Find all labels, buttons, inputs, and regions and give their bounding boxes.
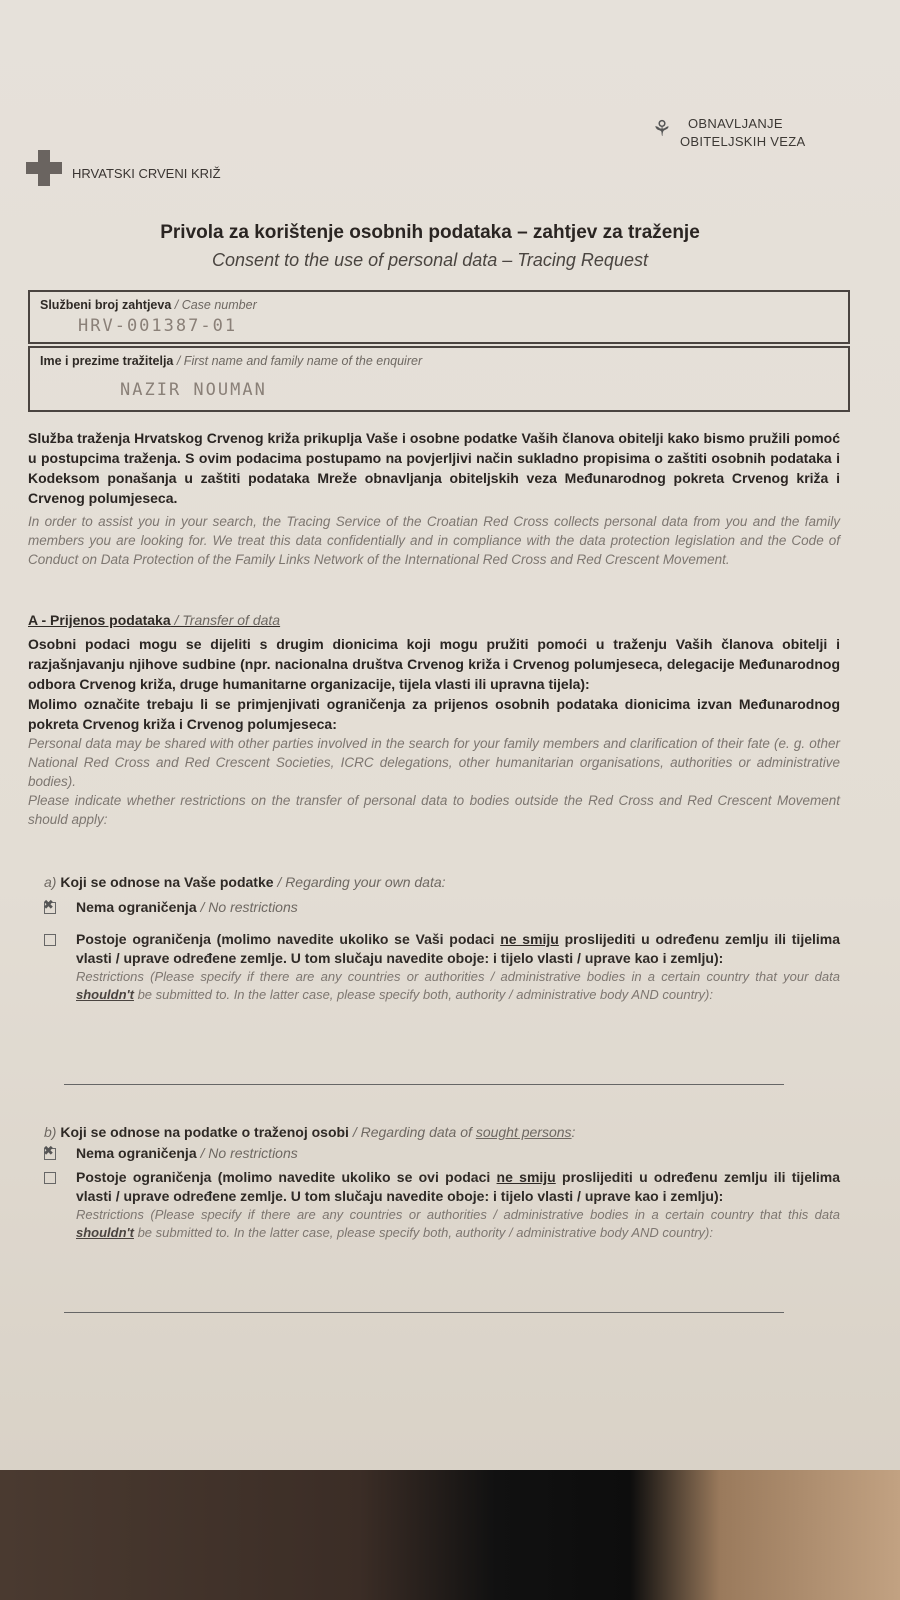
body-hr-2: Molimo označite trebaju li se primjenjivati ograničenja za prijenos osobnih podataka dionicima izvan Međunarodnog pokreta Crvenog križa i Crvenog polumjeseca: [28, 696, 840, 732]
label-en: / Regarding data of sought persons: [348, 1124, 576, 1140]
rfl-logo [652, 112, 812, 162]
part-b-restrictions-input-line[interactable] [64, 1312, 784, 1313]
body-en-2: Please indicate whether restrictions on the transfer of personal data to bodies outside the Red Cross and Red Crescent Movement should apply: [28, 793, 840, 827]
intro-hr: Služba traženja Hrvatskog Crvenog križa prikuplja Vaše i osobne podatke Vaših članova obitelji kako bismo pružili pomoć u postupcima traženja. S ovim podacima postupamo na povjerljivi način sukladno propisima o zaštiti osobnih podataka i Kodeksom ponašanja u zaštiti podataka Mreže obnavljanja obiteljskih veza Međunarodnog pokreta Crvenog križa i Crvenog polumjeseca. [28, 430, 840, 506]
enquirer-name-field[interactable] [28, 346, 850, 412]
part-a-no-restrictions-option[interactable] [44, 898, 840, 917]
letter: b) [44, 1124, 57, 1140]
case-number-field[interactable] [28, 290, 850, 344]
body-hr-1: Osobni podaci mogu se dijeliti s drugim dionicima koji mogu pružiti pomoći u traženju Vaših članova obitelji i razjašnjavanju njihove sudbine (npr. nacionalna društva Crvenog križa i Crvenog polumjeseca, delegacije Međunarodnog odbora Crvenog križa, druge humanitarne organizacije, tijela vlasti ili upravna tijela): [28, 636, 840, 692]
option-en: / No restrictions [196, 899, 298, 915]
label-hr: Službeni broj zahtjeva [40, 298, 172, 312]
option-en: Restrictions (Please specify if there are any countries or authorities / administrative bodies in a certain country that your data shouldn't be submitted to. In the latter case, please specify both, authority / administrative body AND country): [76, 969, 840, 1002]
heading-en: / Transfer of data [170, 612, 281, 628]
body-en-1: Personal data may be shared with other parties involved in the search for your family members and clarification of their fate (e. g. other National Red Cross and Red Crescent Societies, ICRC delegations, other humanitarian organisations, authorities or administrative bodies). [28, 736, 840, 789]
part-a-restrictions-input-line[interactable] [64, 1084, 784, 1085]
enquirer-name-value: NAZIR NOUMAN [120, 380, 267, 400]
label-hr: Koji se odnose na podatke o traženoj osobi [56, 1124, 349, 1140]
document-subtitle: Consent to the use of personal data – Tracing Request [212, 250, 648, 270]
part-a-restrictions-option[interactable] [44, 930, 840, 1004]
heading-hr: A - Prijenos podataka [28, 612, 171, 628]
section-a-body-hr [28, 634, 840, 734]
enquirer-name-label [40, 354, 422, 368]
background-surface [0, 1470, 900, 1600]
letter: a) [44, 874, 57, 890]
option-en: / No restrictions [196, 1145, 298, 1161]
checkbox-checked[interactable] [44, 1148, 56, 1160]
section-a-heading [28, 612, 280, 628]
rfl-line1: OBNAVLJANJE [688, 116, 783, 131]
checkbox-checked[interactable] [44, 902, 56, 914]
option-hr: Nema ograničenja [76, 899, 197, 915]
rfl-line2: OBITELJSKIH VEZA [680, 134, 806, 149]
part-b-heading [44, 1124, 575, 1140]
option-hr: Nema ograničenja [76, 1145, 197, 1161]
intro-en: In order to assist you in your search, the Tracing Service of the Croatian Red Cross collects personal data from you and the family members you are looking for. We treat this data confidentially and in compliance with the data protection legislation and the Code of Conduct on Data Protection of the Family Links Network of the International Red Cross and Red Crescent Movement. [28, 514, 840, 567]
organization-name: HRVATSKI CRVENI KRIŽ [72, 166, 221, 181]
label-en: / Regarding your own data: [273, 874, 446, 890]
part-b-no-restrictions-option[interactable] [44, 1144, 840, 1163]
option-hr: Postoje ograničenja (molimo navedite ukoliko se Vaši podaci ne smiju proslijediti u određenu zemlju ili tijelima vlasti / uprave određene zemlje. U tom slučaju navedite oboje: i tijelo vlasti / uprave kao i zemlju): [76, 931, 841, 966]
red-cross-logo-icon [26, 150, 62, 186]
section-a-body-en [28, 734, 840, 829]
label-hr: Ime i prezime tražitelja [40, 354, 174, 368]
part-a-heading [44, 874, 446, 890]
checkbox-unchecked[interactable] [44, 934, 56, 946]
part-b-restrictions-option[interactable] [44, 1168, 840, 1242]
checkbox-unchecked[interactable] [44, 1172, 56, 1184]
label-en: / Case number [171, 298, 257, 312]
label-hr: Koji se odnose na Vaše podatke [56, 874, 274, 890]
family-links-logo-icon: ⚘ [652, 116, 672, 141]
case-number-label [40, 298, 257, 312]
case-number-value: HRV-001387-01 [78, 316, 238, 336]
document-title: Privola za korištenje osobnih podataka – zahtjev za traženje [160, 222, 700, 243]
option-hr: Postoje ograničenja (molimo navedite ukoliko se ovi podaci ne smiju proslijediti u određenu zemlju ili tijelima vlasti / uprave određene zemlje. U tom slučaju navedite oboje: i tijelo vlasti / uprave kao i zemlju): [76, 1169, 840, 1204]
label-en: / First name and family name of the enquirer [173, 354, 423, 368]
option-en: Restrictions (Please specify if there are any countries or authorities / administrative bodies in a certain country that this data shouldn't be submitted to. In the latter case, please specify both, authority / administrative body AND country): [76, 1207, 840, 1240]
